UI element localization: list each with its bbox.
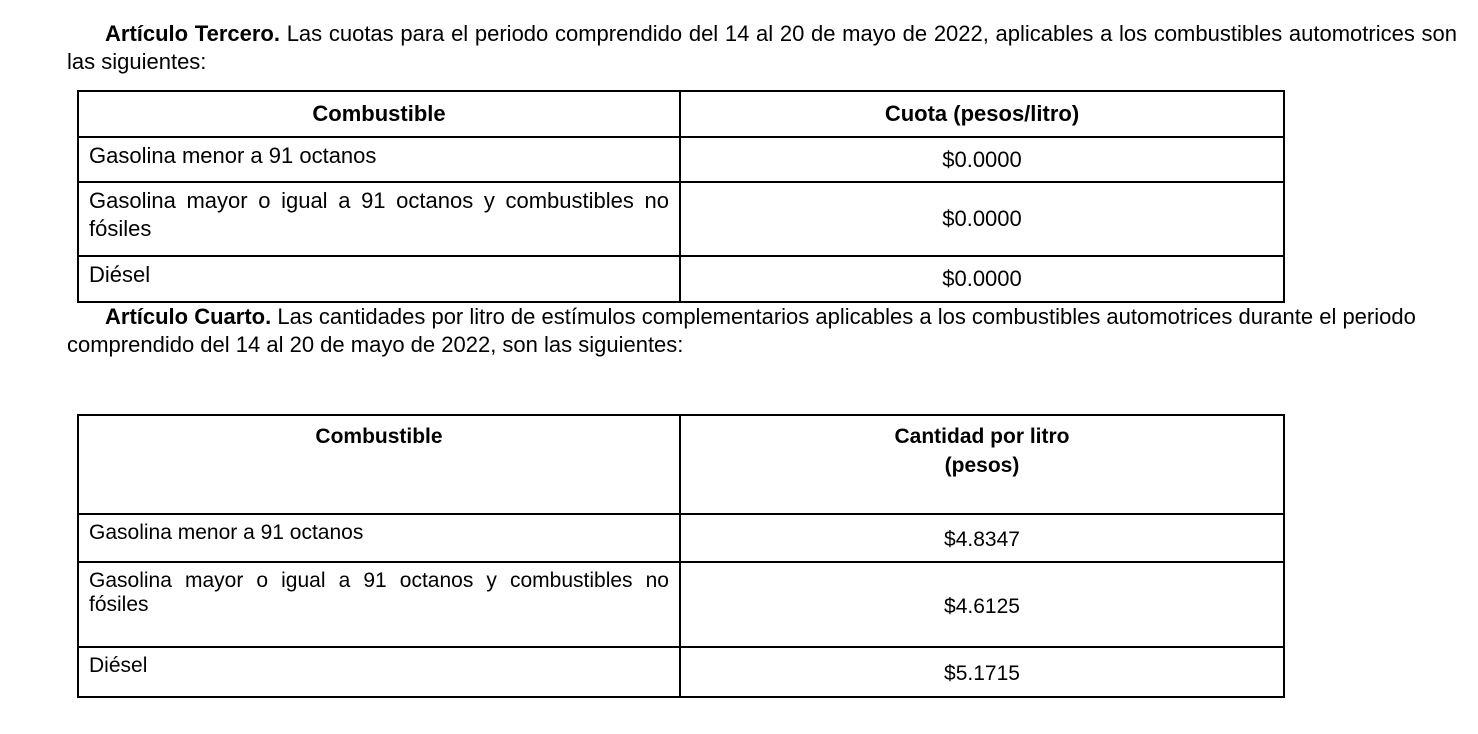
table-row — [78, 137, 1284, 182]
cuota-cell: $0.0000 — [680, 137, 1284, 182]
cuota-cell: $0.0000 — [680, 256, 1284, 302]
cantidad-cell: $4.6125 — [680, 562, 1284, 647]
combustible-cell: Diésel — [78, 647, 680, 697]
articulo-tercero-heading: Artículo Tercero. — [105, 21, 280, 46]
cuota-cell: $0.0000 — [680, 182, 1284, 256]
combustible-cell: Diésel — [78, 256, 680, 302]
table-row — [78, 647, 1284, 697]
table-row — [78, 514, 1284, 562]
column-header-cantidad-line1: Cantidad por litro — [894, 425, 1070, 448]
articulo-tercero-paragraph — [67, 20, 1457, 76]
combustible-cell: Gasolina mayor o igual a 91 octanos y combustibles no fósiles — [78, 182, 680, 256]
cuotas-table — [77, 90, 1285, 303]
estimulos-table — [77, 414, 1285, 698]
column-header-combustible: Combustible — [78, 91, 680, 137]
table-header-row — [78, 415, 1284, 514]
cantidad-cell: $5.1715 — [680, 647, 1284, 697]
combustible-cell: Gasolina menor a 91 octanos — [78, 514, 680, 562]
articulo-cuarto-paragraph — [67, 303, 1457, 359]
table-row — [78, 562, 1284, 647]
column-header-cantidad — [680, 415, 1284, 514]
articulo-tercero-text: Las cuotas para el periodo comprendido del 14 al 20 de mayo de 2022, aplicables a los combustibles automotrices son las siguientes: — [67, 21, 1458, 74]
table-row — [78, 256, 1284, 302]
combustible-cell: Gasolina mayor o igual a 91 octanos y combustibles no fósiles — [78, 562, 680, 647]
column-header-combustible: Combustible — [78, 415, 680, 514]
articulo-cuarto-heading: Artículo Cuarto. — [105, 304, 272, 329]
table-row — [78, 182, 1284, 256]
table-header-row — [78, 91, 1284, 137]
combustible-cell: Gasolina menor a 91 octanos — [78, 137, 680, 182]
cantidad-cell: $4.8347 — [680, 514, 1284, 562]
column-header-cuota: Cuota (pesos/litro) — [680, 91, 1284, 137]
articulo-cuarto-text: Las cantidades por litro de estímulos complementarios aplicables a los combustibles automotrices durante el periodo comprendido del 14 al 20 de mayo de 2022, son las siguientes: — [67, 304, 1416, 357]
column-header-cantidad-line2: (pesos) — [944, 454, 1020, 477]
